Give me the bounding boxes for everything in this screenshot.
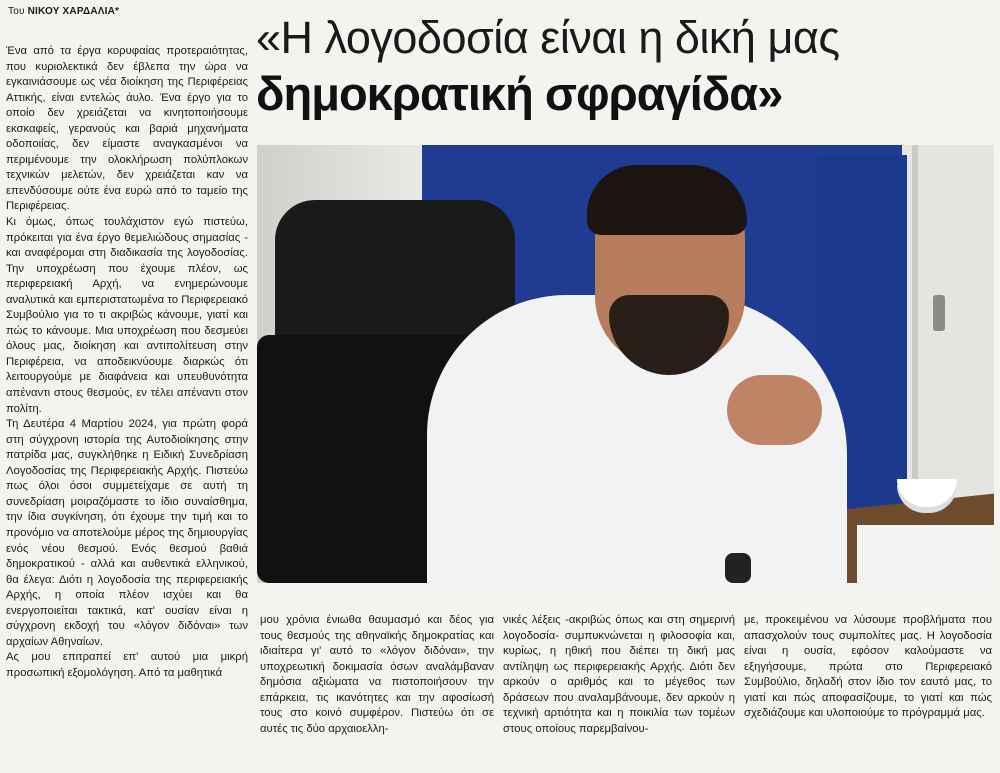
headline-line1: «Η λογοδοσία είναι η δική μας [256,12,840,63]
photo-papers [857,525,994,583]
article-photo [257,145,994,583]
paragraph: Ένα από τα έργα κορυφαίας προτεραιότητας, που κυριολεκτικά δεν έβλεπα την ώρα να εγκαινιάσουμε ως νέα διοίκηση της Περιφέρειας Αττικής, είναι εντελώς άυλο. Ένα έργο για το οποίο δεν χρειάζεται να κινητοποιήσουμε εκσκαφείς, γερανούς και βαριά μηχανήματα οδοποιίας, δεν είμαστε αναγκασμένοι να περιμένουμε την ολοκλήρωση πολύπλοκων τεχνικών μελετών, δεν χρειάζεται καν να επενδύσουμε ούτε ένα ευρώ από το ταμείο της Περιφέρειας. [6,45,248,213]
paragraph: νικές λέξεις -ακριβώς όπως και στη σημερινή λογοδοσία- συμπυκνώνεται η φιλοσοφία και, κυρίως, η ηθική που διέπει τη δική μας αντίληψη ως περιφερειακής Αρχής. Διότι δεν αρκούν ο αριθμός και το μέγεθος των δράσεων που αναλαμβάνουμε, δεν αρκούν η τεχνική αρτιότητα και η ποικιλία των τομέων στους οποίους παρεμβαίνου- [503,614,735,735]
headline [256,12,996,124]
paragraph: με, προκειμένου να λύσουμε προβλήματα που απασχολούν τους συμπολίτες μας. Η λογοδοσία είναι η ουσία, εφόσον καλούμαστε να εξηγήσουμε, πρώτα στο Περιφερειακό Συμβούλιο, δηλαδή στον ίδιο τον εαυτό μας, το γιατί και πώς αποφασίζουμε, το γιατί και πώς σχεδιάζουμε και υλοποιούμε το πρόγραμμά μας. [744,614,992,720]
photo-person-watch [725,553,751,583]
byline [8,6,119,17]
photo-door-handle [933,295,945,331]
paragraph: Τη Δευτέρα 4 Μαρτίου 2024, για πρώτη φορά στη σύγχρονη ιστορία της Αυτοδιοίκησης στην πατρίδα μας, συγκλήθηκε η Ειδική Συνεδρίαση Λογοδοσίας της Περιφερειακής Αρχής. Πιστεύω πως όλοι όσοι συμμετείχαμε σε αυτή τη συνεδρίαση μοιραζόμαστε το ίδιο συναίσθημα, την ίδια συγκίνηση, ότι έχουμε την τιμή και το προνόμιο να αποτελούμε μέρος της δημιουργίας ενός νέου θεσμού. Ενός θεσμού βαθιά δημοκρατικού - αλλά και αυθεντικά ελληνικού, θα έλεγα: Διότι η λογοδοσία της περιφερειακής Αρχής, η οποία πλέον ισχύει και θα ενεργοποιείται τακτικά, κατ' ουσίαν είναι η σύγχρονη εκδοχή του «λόγον διδόναι» των αρχαίων Αθηναίων. [6,418,248,648]
article-column-1 [6,44,248,681]
paragraph: Ας μου επιτραπεί επ' αυτού μια μικρή προσωπική εξομολόγηση. Από τα μαθητικά [6,651,248,679]
article-column-4 [744,613,992,722]
photo-person-hair [587,165,747,235]
article-column-2 [260,613,494,737]
photo-person-hand [727,375,822,445]
headline-line2: δημοκρατική σφραγίδα» [256,67,783,120]
paragraph: Κι όμως, όπως τουλάχιστον εγώ πιστεύω, πρόκειται για ένα έργο θεμελιώδους σημασίας - και αναφέρομαι στη διαδικασία της λογοδοσίας. Την υποχρέωση που έχουμε πλέον, ως περιφερειακή Αρχή, να ενημερώνουμε αναλυτικά και εμπεριστατωμένα το Περιφερειακό Συμβούλιο για το τι ακριβώς κάνουμε, γιατί και πώς το κάνουμε. Μια υποχρέωση που δεσμεύει όλους μας, διοίκηση και αντιπολίτευση στην Περιφέρεια, να αποδεικνύουμε διαρκώς ότι λειτουργούμε με διαφάνεια και υπευθυνότητα απέναντι στους θεσμούς, εν τέλει απέναντι στον πολίτη. [6,216,248,415]
paragraph: μου χρόνια ένιωθα θαυμασμό και δέος για τους θεσμούς της αθηναϊκής δημοκρατίας και ιδιαίτερα γι' αυτό το «λόγον διδόναι», την υποχρεωτική δοκιμασία όσων αναλάμβαναν δημόσια αξιώματα να πιστοποιήσουν την επάρκεια, τις ικανότητες και την αφοσίωσή τους στο κοινό συμφέρον. Πιστεύω ότι σε αυτές τις δύο αρχαιοελλη- [260,614,494,735]
article-column-3 [503,613,735,737]
byline-author: ΝΙΚΟΥ ΧΑΡΔΑΛΙΑ* [27,6,120,17]
byline-prefix: Του [8,6,25,17]
